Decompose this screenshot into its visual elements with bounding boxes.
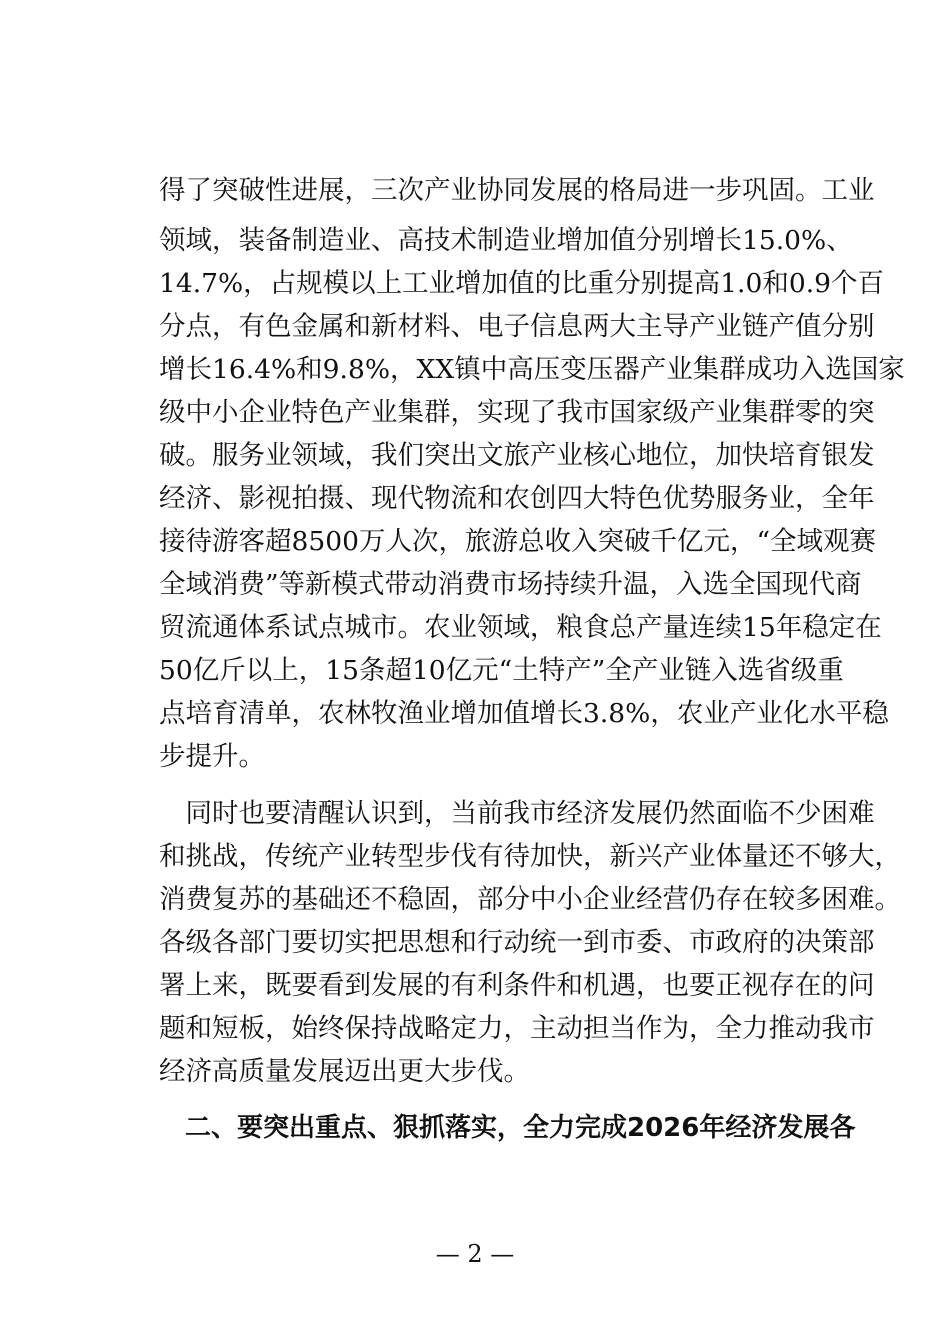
- text-line: 各级各部门要切实把思想和行动统一到市委、市政府的决策部: [159, 927, 875, 958]
- text-line: 消费复苏的基础还不稳固，部分中小企业经营仍存在较多困难。: [159, 884, 901, 915]
- text-line: 得了突破性进展，三次产业协同发展的格局进一步巩固。工业: [159, 175, 875, 206]
- page-number: — 2 —: [435, 1240, 515, 1268]
- text-line: 点培育清单，农林牧渔业增加值增长3.8%，农业产业化水平稳: [159, 698, 889, 729]
- text-line: 级中小企业特色产业集群，实现了我市国家级产业集群零的突: [159, 397, 875, 428]
- text-line: 经济、影视拍摄、现代物流和农创四大特色优势服务业，全年: [159, 483, 875, 514]
- text-line: 经济高质量发展迈出更大步伐。: [159, 1056, 530, 1087]
- text-line: 全域消费”等新模式带动消费市场持续升温，入选全国现代商: [159, 569, 862, 600]
- text-line: 14.7%，占规模以上工业增加值的比重分别提高1.0和0.9个百: [159, 268, 884, 299]
- text-line: 50亿斤以上，15条超10亿元“土特产”全产业链入选省级重: [159, 655, 844, 686]
- text-line: 署上来，既要看到发展的有利条件和机遇，也要正视存在的问: [159, 970, 875, 1001]
- text-line: 分点，有色金属和新材料、电子信息两大主导产业链产值分别: [159, 311, 875, 342]
- text-line: 接待游客超8500万人次，旅游总收入突破千亿元，“全域观赛: [159, 526, 876, 557]
- text-line: 破。服务业领域，我们突出文旅产业核心地位，加快培育银发: [159, 440, 875, 471]
- text-line: 增长16.4%和9.8%，XX镇中高压变压器产业集群成功入选国家: [159, 354, 905, 385]
- text-line: 题和短板，始终保持战略定力，主动担当作为，全力推动我市: [159, 1013, 875, 1044]
- text-line: 领域，装备制造业、高技术制造业增加值分别增长15.0%、: [159, 225, 853, 256]
- text-line: 同时也要清醒认识到，当前我市经济发展仍然面临不少困难: [159, 798, 875, 829]
- text-line: 步提升。: [159, 741, 265, 772]
- text-line: 和挑战，传统产业转型步伐有待加快，新兴产业体量还不够大，: [159, 841, 901, 872]
- section-heading: 二、要突出重点、狠抓落实，全力完成2026年经济发展各: [159, 1113, 856, 1143]
- text-line: 贸流通体系试点城市。农业领域，粮食总产量连续15年稳定在: [159, 612, 882, 643]
